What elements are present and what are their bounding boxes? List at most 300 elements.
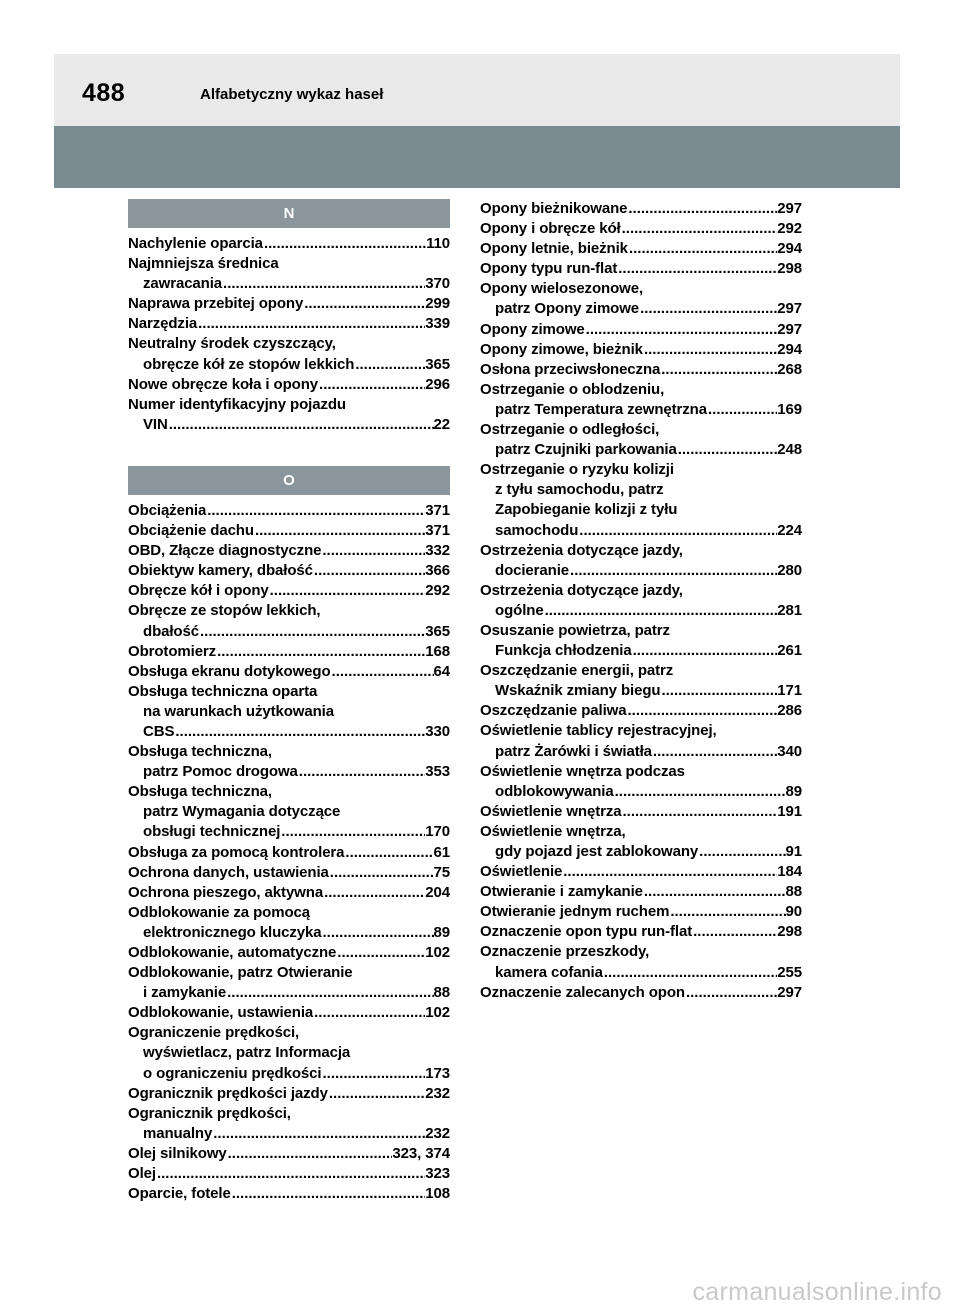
- entry-term-line: [480, 922, 802, 942]
- entry-term-line: [480, 902, 802, 922]
- entry-term: Ostrzeganie o ryzyku kolizji: [480, 461, 674, 479]
- dot-leader: [643, 340, 777, 360]
- entry-term: OBD, Złącze diagnostyczne: [128, 542, 322, 560]
- entry-term-line: [480, 782, 802, 802]
- index-entry: [128, 501, 450, 521]
- entry-term: Oświetlenie wnętrza podczas: [480, 762, 685, 780]
- entry-term: Oszczędzanie energii, patrz: [480, 662, 674, 680]
- entry-term: Opony wielosezonowe,: [480, 280, 644, 298]
- entry-page-ref: 297: [777, 320, 802, 338]
- entry-page-ref: 75: [433, 863, 450, 881]
- index-entry: [480, 621, 802, 661]
- entry-term-line: [128, 375, 450, 395]
- entry-term: Ogranicznik prędkości jazdy: [128, 1084, 328, 1102]
- entry-page-ref: 292: [425, 582, 450, 600]
- entry-term-line: [480, 681, 802, 701]
- entry-term-line: [128, 581, 450, 601]
- entry-term: Neutralny środek czyszczący,: [128, 335, 336, 353]
- entry-term-line: [128, 1124, 450, 1144]
- index-entry: [480, 581, 802, 621]
- entry-term: Ostrzeganie o oblodzeniu,: [480, 380, 665, 398]
- entry-term: docieranie: [495, 561, 570, 579]
- entry-page-ref: 323: [425, 1165, 450, 1183]
- entry-page-ref: 191: [777, 802, 802, 820]
- entry-term: elektronicznego kluczyka: [143, 923, 322, 941]
- entry-term: CBS: [143, 722, 175, 740]
- entry-term-line: [128, 1144, 450, 1164]
- entry-term-line: [128, 1184, 450, 1204]
- watermark: carmanualsonline.info: [692, 1278, 942, 1306]
- entry-page-ref: 102: [425, 1004, 450, 1022]
- index-entry: [128, 601, 450, 641]
- index-entry: [128, 1084, 450, 1104]
- entry-term: Olej: [128, 1165, 156, 1183]
- entry-term-line: [128, 501, 450, 521]
- entry-term-line: [128, 1003, 450, 1023]
- entry-term: Otwieranie jednym ruchem: [480, 903, 670, 921]
- entry-term: Odblokowanie, ustawienia: [128, 1004, 314, 1022]
- entry-term: patrz Temperatura zewnętrzna: [495, 400, 707, 418]
- entry-page-ref: 297: [777, 300, 802, 318]
- index-entry: [128, 1144, 450, 1164]
- dot-leader: [685, 983, 777, 1003]
- entry-page-ref: 353: [425, 763, 450, 781]
- entry-page-ref: 298: [777, 923, 802, 941]
- dot-leader: [621, 802, 777, 822]
- entry-term: odblokowywania: [495, 782, 614, 800]
- entry-term: gdy pojazd jest zablokowany: [495, 843, 699, 860]
- index-entry: [480, 320, 802, 340]
- index-entry: [128, 375, 450, 395]
- index-entry: [480, 983, 802, 1003]
- dot-leader: [254, 521, 425, 541]
- index-entry: [480, 259, 802, 279]
- entry-page-ref: 224: [777, 521, 802, 539]
- entry-page-ref: 292: [777, 220, 802, 238]
- entry-term-line: [480, 862, 802, 882]
- entry-term-line: [480, 641, 802, 661]
- entry-page-ref: 268: [777, 360, 802, 378]
- dot-leader: [269, 581, 426, 601]
- entry-term: Obręcze kół i opony: [128, 582, 269, 600]
- entry-term: Obsługa za pomocą kontrolera: [128, 843, 345, 861]
- index-entry: [128, 561, 450, 581]
- entry-term-line: [128, 415, 450, 435]
- entry-term-line: [480, 521, 802, 541]
- entry-term: Osłona przeciwsłoneczna: [480, 360, 661, 378]
- entry-page-ref: 296: [425, 375, 450, 393]
- index-entry: [480, 902, 802, 922]
- entry-page-ref: 108: [425, 1185, 450, 1203]
- dot-leader: [329, 863, 434, 883]
- entry-term-line: [128, 662, 450, 682]
- index-entry: [128, 662, 450, 682]
- entry-term-line: [480, 802, 802, 822]
- entry-term: Nowe obręcze koła i opony: [128, 375, 319, 393]
- entry-term-line: [128, 294, 450, 314]
- dot-leader: [280, 822, 425, 842]
- entry-page-ref: 294: [777, 240, 802, 258]
- index-entry: [480, 380, 802, 420]
- dot-leader: [628, 239, 777, 259]
- dot-leader: [639, 299, 777, 319]
- entry-term: z tyłu samochodu, patrz: [495, 481, 664, 499]
- index-entry: [128, 314, 450, 334]
- entry-term-line: [128, 541, 450, 561]
- entry-page-ref: 169: [777, 400, 802, 418]
- entry-term: na warunkach użytkowania: [143, 702, 334, 720]
- section-header-n: N: [128, 199, 450, 228]
- entry-term-line: [128, 1164, 450, 1184]
- entry-page-ref: 286: [777, 702, 802, 720]
- entry-page-ref: 366: [425, 562, 450, 580]
- entry-term: Oparcie, fotele: [128, 1185, 231, 1203]
- entry-page-ref: 332: [425, 542, 450, 560]
- entry-page-ref: 173: [425, 1064, 450, 1082]
- entry-term: Ograniczenie prędkości,: [128, 1024, 300, 1042]
- entry-page-ref: 371: [425, 522, 450, 540]
- entry-page-ref: 299: [425, 295, 450, 313]
- dot-leader: [643, 882, 786, 902]
- dot-leader: [321, 541, 425, 561]
- entry-term-line: [480, 983, 802, 1003]
- entry-term-line: [128, 822, 450, 842]
- dot-leader: [354, 355, 425, 375]
- entry-term: Wskaźnik zmiany biegu: [495, 682, 661, 700]
- entry-page-ref: 323, 374: [392, 1144, 450, 1162]
- index-entry: [480, 199, 802, 219]
- index-entry: [480, 460, 802, 540]
- dot-leader: [231, 1184, 426, 1204]
- entry-term-line: [128, 234, 450, 254]
- entry-page-ref: 340: [777, 742, 802, 760]
- entry-term: Opony letnie, bieżnik: [480, 240, 628, 258]
- dot-leader: [632, 641, 778, 661]
- entry-term: Oznaczenie zalecanych opon: [480, 983, 685, 1001]
- dot-leader: [321, 1064, 425, 1084]
- index-entry: [128, 943, 450, 963]
- entry-page-ref: 91: [785, 843, 802, 860]
- index-entry: [480, 882, 802, 902]
- entry-term: dbałość: [143, 622, 199, 640]
- entry-term: kamera cofania: [495, 963, 603, 981]
- entry-term-line: [480, 199, 802, 219]
- index-entry: [480, 822, 802, 862]
- dot-leader: [627, 199, 777, 219]
- dot-leader: [627, 701, 778, 721]
- index-entry: [128, 581, 450, 601]
- entry-term: Oznaczenie przeszkody,: [480, 943, 650, 961]
- index-entry: [128, 234, 450, 254]
- entry-term: Narzędzia: [128, 315, 198, 333]
- entry-term: Obrotomierz: [128, 642, 217, 660]
- dot-leader: [344, 843, 433, 863]
- entry-term: Obsługa techniczna,: [128, 783, 272, 801]
- entry-term-line: [128, 943, 450, 963]
- entry-page-ref: 171: [777, 682, 802, 700]
- entry-term: Opony bieżnikowane: [480, 200, 628, 217]
- entry-term-line: [480, 299, 802, 319]
- entry-term: Funkcja chłodzenia: [495, 642, 632, 660]
- dot-leader: [313, 1003, 425, 1023]
- entry-term: Ostrzeganie o odległości,: [480, 421, 660, 439]
- dot-leader: [692, 922, 777, 942]
- entry-term-line: [128, 274, 450, 294]
- entry-page-ref: 371: [425, 501, 450, 519]
- section-header-o: O: [128, 466, 450, 495]
- dot-leader: [652, 742, 777, 762]
- dot-leader: [669, 902, 785, 922]
- dot-leader: [168, 415, 434, 435]
- dot-leader: [212, 1124, 425, 1144]
- entry-page-ref: 204: [425, 883, 450, 901]
- index-entry: [128, 294, 450, 314]
- entry-term: Najmniejsza średnica: [128, 255, 279, 273]
- entry-term: obsługi technicznej: [143, 823, 281, 841]
- index-entry: [480, 802, 802, 822]
- entry-page-ref: 370: [425, 275, 450, 293]
- entry-page-ref: 184: [777, 863, 802, 881]
- dot-leader: [199, 622, 425, 642]
- entry-term: Obciążenia: [128, 501, 207, 519]
- entry-term-line: [480, 742, 802, 762]
- index-entry: [480, 862, 802, 882]
- index-entry: [128, 863, 450, 883]
- dot-leader: [562, 862, 777, 882]
- entry-page-ref: 22: [433, 415, 450, 433]
- entry-page-ref: 297: [777, 200, 802, 217]
- dot-leader: [226, 983, 433, 1003]
- dot-leader: [331, 662, 434, 682]
- index-entry: [128, 541, 450, 561]
- dot-leader: [336, 943, 425, 963]
- dot-leader: [313, 561, 425, 581]
- entry-page-ref: 170: [425, 823, 450, 841]
- entry-term-line: [480, 701, 802, 721]
- entry-page-ref: 365: [425, 622, 450, 640]
- index-entry: [128, 742, 450, 782]
- entry-term: Odblokowanie, patrz Otwieranie: [128, 964, 353, 982]
- dot-leader: [660, 360, 777, 380]
- index-entry: [128, 903, 450, 943]
- entry-page-ref: 330: [425, 722, 450, 740]
- entry-term: samochodu: [495, 521, 579, 539]
- entry-term-line: [128, 355, 450, 375]
- entry-term: patrz Opony zimowe: [495, 300, 640, 318]
- entry-term: Olej silnikowy: [128, 1144, 227, 1162]
- entry-page-ref: 89: [433, 923, 450, 941]
- index-entry: [480, 721, 802, 761]
- entry-page-ref: 255: [777, 963, 802, 981]
- entry-term: Odblokowanie za pomocą: [128, 903, 310, 921]
- entry-term-line: [128, 561, 450, 581]
- entry-term: Opony typu run-flat: [480, 260, 618, 278]
- entry-term: wyświetlacz, patrz Informacja: [143, 1044, 351, 1062]
- entry-term-line: [480, 963, 802, 983]
- index-entry: [480, 340, 802, 360]
- index-entry: [480, 420, 802, 460]
- index-entry: [128, 395, 450, 435]
- dot-leader: [621, 219, 778, 239]
- entry-term-line: [128, 622, 450, 642]
- index-entry: [128, 843, 450, 863]
- entry-term-line: [480, 360, 802, 380]
- index-entry: [480, 279, 802, 319]
- entry-term-line: [128, 642, 450, 662]
- entry-page-ref: 294: [777, 340, 802, 358]
- entry-term: Oświetlenie wnętrza: [480, 802, 622, 820]
- entry-term-line: [480, 601, 802, 621]
- index-entry: [480, 942, 802, 982]
- dot-leader: [614, 782, 786, 802]
- entry-term: patrz Żarówki i światła: [495, 742, 652, 760]
- entry-term: Opony zimowe: [480, 320, 585, 338]
- entry-term-line: [480, 561, 802, 581]
- entry-term: Ogranicznik prędkości,: [128, 1104, 291, 1122]
- index-entry: [128, 254, 450, 294]
- dot-leader: [603, 963, 777, 983]
- dot-leader: [707, 400, 777, 420]
- entry-term: obręcze kół ze stopów lekkich: [143, 355, 355, 373]
- entry-term: patrz Pomoc drogowa: [143, 763, 298, 781]
- entry-term: Ostrzeżenia dotyczące jazdy,: [480, 581, 683, 599]
- index-entry: [128, 682, 450, 742]
- index-entry: [128, 1023, 450, 1083]
- dot-leader: [156, 1164, 425, 1184]
- dot-leader: [303, 294, 425, 314]
- header-band: [54, 54, 900, 126]
- entry-term-line: [128, 722, 450, 742]
- dot-leader: [677, 440, 778, 460]
- index-entry: [480, 922, 802, 942]
- index-entry: [128, 1003, 450, 1023]
- entry-term-line: [480, 239, 802, 259]
- entry-term: Oświetlenie wnętrza,: [480, 822, 626, 840]
- entry-term-line: [480, 320, 802, 340]
- entry-term: Oświetlenie tablicy rejestracyjnej,: [480, 722, 717, 740]
- entry-term: Osuszanie powietrza, patrz: [480, 621, 670, 639]
- entry-term: manualny: [143, 1124, 213, 1142]
- entry-page-ref: 64: [433, 662, 450, 680]
- entry-term-line: [480, 440, 802, 460]
- index-entry: [128, 1184, 450, 1204]
- entry-page-ref: 232: [425, 1084, 450, 1102]
- entry-term: Ochrona danych, ustawienia: [128, 863, 329, 881]
- index-entry: [128, 1104, 450, 1144]
- entry-term: patrz Czujniki parkowania: [495, 441, 677, 459]
- dot-leader: [174, 722, 425, 742]
- index-entry: [128, 521, 450, 541]
- dot-leader: [222, 274, 425, 294]
- entry-term: Obsługa techniczna oparta: [128, 682, 318, 700]
- page-title: Alfabetyczny wykaz haseł: [200, 86, 384, 103]
- dot-leader: [328, 1084, 425, 1104]
- entry-page-ref: 102: [425, 944, 450, 961]
- index-entry: [480, 360, 802, 380]
- index-entry: [480, 239, 802, 259]
- index-entry: [128, 334, 450, 374]
- entry-term: Nachylenie oparcia: [128, 235, 263, 252]
- entry-term-line: [128, 983, 450, 1003]
- entry-term-line: [480, 340, 802, 360]
- index-entry: [480, 661, 802, 701]
- entry-term: o ograniczeniu prędkości: [143, 1064, 322, 1082]
- index-entry: [480, 219, 802, 239]
- entry-page-ref: 297: [777, 983, 802, 1001]
- entry-page-ref: 298: [777, 260, 802, 278]
- entry-term: Opony zimowe, bieżnik: [480, 340, 643, 358]
- index-column-left: [128, 199, 450, 1204]
- entry-term: Obsługa ekranu dotykowego: [128, 662, 331, 680]
- entry-term-line: [128, 843, 450, 863]
- entry-term-line: [480, 400, 802, 420]
- entry-term-line: [128, 521, 450, 541]
- entry-term: Otwieranie i zamykanie: [480, 883, 643, 901]
- index-entry: [128, 883, 450, 903]
- entry-term: Opony i obręcze kół: [480, 220, 621, 238]
- entry-page-ref: 281: [777, 601, 802, 619]
- entry-term: Ochrona pieszego, aktywna: [128, 883, 324, 901]
- entry-term: Obciążenie dachu: [128, 522, 254, 540]
- dot-leader: [569, 561, 777, 581]
- entry-page-ref: 90: [785, 903, 802, 921]
- entry-term: Zapobieganie kolizji z tyłu: [495, 501, 678, 519]
- index-entry: [128, 1164, 450, 1184]
- entry-term: Oświetlenie: [480, 863, 563, 881]
- dot-leader: [197, 314, 425, 334]
- entry-term-line: [128, 762, 450, 782]
- entry-term: zawracania: [143, 275, 223, 293]
- entry-term-line: [128, 1084, 450, 1104]
- index-entry: [480, 701, 802, 721]
- dot-leader: [227, 1144, 393, 1164]
- dot-leader: [660, 681, 777, 701]
- entry-page-ref: 89: [785, 782, 802, 800]
- index-column-right: [480, 199, 802, 1003]
- entry-term-line: [128, 923, 450, 943]
- index-entry: [128, 782, 450, 842]
- dot-leader: [298, 762, 425, 782]
- entry-term-line: [480, 219, 802, 239]
- dot-leader: [263, 234, 426, 254]
- entry-term-line: [128, 314, 450, 334]
- dot-leader: [585, 320, 778, 340]
- entry-page-ref: 168: [425, 642, 450, 660]
- entry-term-line: [128, 863, 450, 883]
- entry-page-ref: 280: [777, 561, 802, 579]
- entry-term: Naprawa przebitej opony: [128, 295, 304, 313]
- entry-page-ref: 339: [425, 315, 450, 333]
- entry-term: Obiektyw kamery, dbałość: [128, 562, 313, 580]
- dot-leader: [544, 601, 778, 621]
- entry-term: VIN: [143, 415, 168, 433]
- entry-page-ref: 88: [785, 883, 802, 901]
- entry-page-ref: 261: [777, 642, 802, 660]
- entry-term: Oznaczenie opon typu run-flat: [480, 923, 693, 941]
- entry-term: Obręcze ze stopów lekkich,: [128, 602, 321, 620]
- entry-term: Ostrzeżenia dotyczące jazdy,: [480, 541, 683, 559]
- entry-term-line: [480, 259, 802, 279]
- entry-term-line: [480, 842, 802, 862]
- entry-term-line: [480, 882, 802, 902]
- entry-term: ogólne: [495, 601, 544, 619]
- entry-term: Odblokowanie, automatyczne: [128, 944, 337, 961]
- index-entry: [480, 762, 802, 802]
- dot-leader: [322, 923, 434, 943]
- entry-page-ref: 88: [433, 984, 450, 1002]
- index-entry: [128, 963, 450, 1003]
- entry-page-ref: 248: [777, 441, 802, 459]
